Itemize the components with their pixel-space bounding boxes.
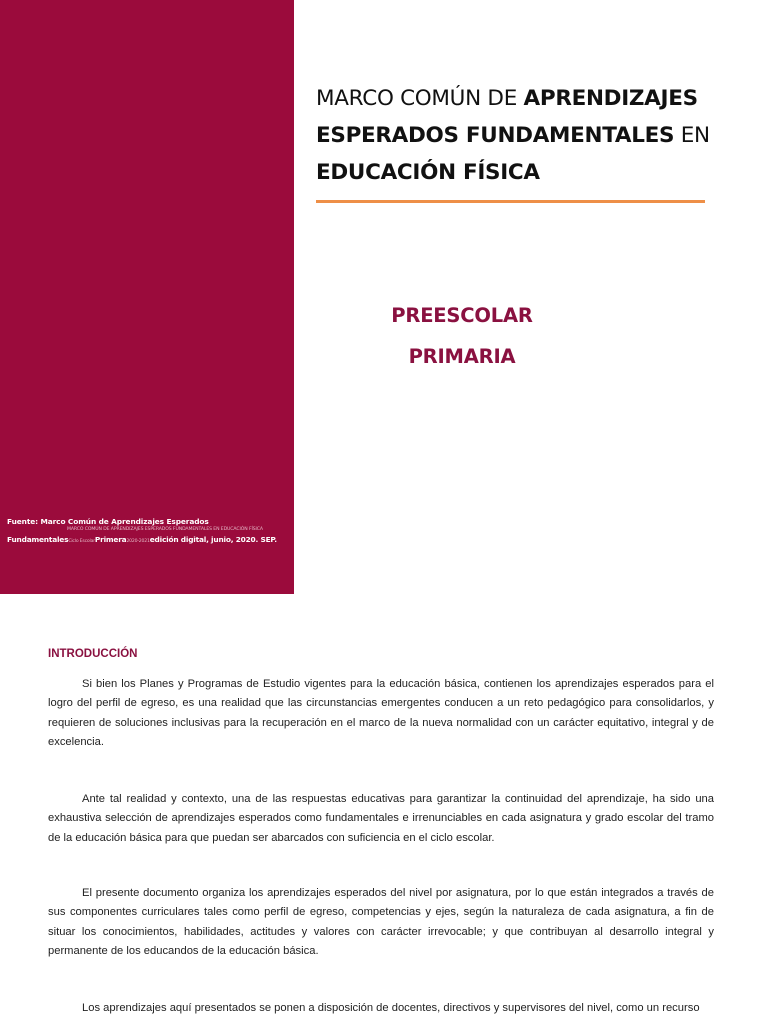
source-ciclo: Ciclo Escolar [68, 539, 95, 544]
title-part-4: EDUCACIÓN FÍSICA [316, 160, 540, 185]
source-line-1: Fuente: Marco Común de Aprendizajes Esperados [7, 517, 209, 526]
level-preescolar: PREESCOLAR [391, 304, 533, 327]
source-edition: edición digital, junio, 2020. SEP. [149, 535, 277, 544]
source-line-2: MARCO COMÚN DE APRENDIZAJES ESPERADOS FUNDAMENTALES EN EDUCACIÓN FÍSICA [67, 527, 263, 532]
title-part-3: EN [674, 123, 710, 148]
section-heading-introduccion: INTRODUCCIÓN [48, 648, 138, 660]
title-divider [316, 200, 705, 203]
intro-paragraph-2: Ante tal realidad y contexto, una de las respuestas educativas para garantizar la continuidad del aprendizaje, ha sido una exhaustiva selección de aprendizajes esperados como fundamentales e irrenunciables en cada asignatura y grado escolar del tramo de la educación básica para que puedan ser abarcados con suficiencia en el ciclo escolar. [48, 793, 714, 844]
intro-paragraph-1: Si bien los Planes y Programas de Estudio vigentes para la educación básica, contienen los aprendizajes esperados para el logro del perfil de egreso, es una realidad que las circunstancias emergentes conducen a un reto pedagógico para consolidarlos, y requieren de soluciones inclusivas para la recuperación en el marco de la nueva normalidad con un carácter equitativo, integral y de excelencia. [48, 678, 714, 748]
source-primera: Primera [94, 535, 127, 544]
source-line-3 [7, 535, 292, 544]
title-part-1: MARCO COMÚN DE [316, 86, 524, 111]
source-citation [7, 517, 292, 544]
level-primaria: PRIMARIA [408, 345, 516, 368]
intro-paragraph-3: El presente documento organiza los aprendizajes esperados del nivel por asignatura, por lo que están integrados a través de sus componentes curriculares tales como perfil de egreso, competencias y ejes, según la naturaleza de cada asignatura, a fin de situar los conocimientos, habilidades, actitudes y valores con carácter irrevocable; y que contribuyan al desarrollo integral y permanente de los educandos de la educación básica. [48, 887, 714, 957]
source-year: 2020-2021 [126, 539, 150, 544]
title-part-2: APRENDIZAJES ESPERADOS FUNDAMENTALES [316, 86, 698, 148]
document-title [316, 80, 736, 191]
intro-paragraph-4: Los aprendizajes aquí presentados se ponen a disposición de docentes, directivos y supervisores del nivel, como un recurso [82, 1002, 700, 1014]
source-fundamentales: Fundamentales [7, 535, 69, 544]
cover-color-panel [0, 0, 294, 594]
